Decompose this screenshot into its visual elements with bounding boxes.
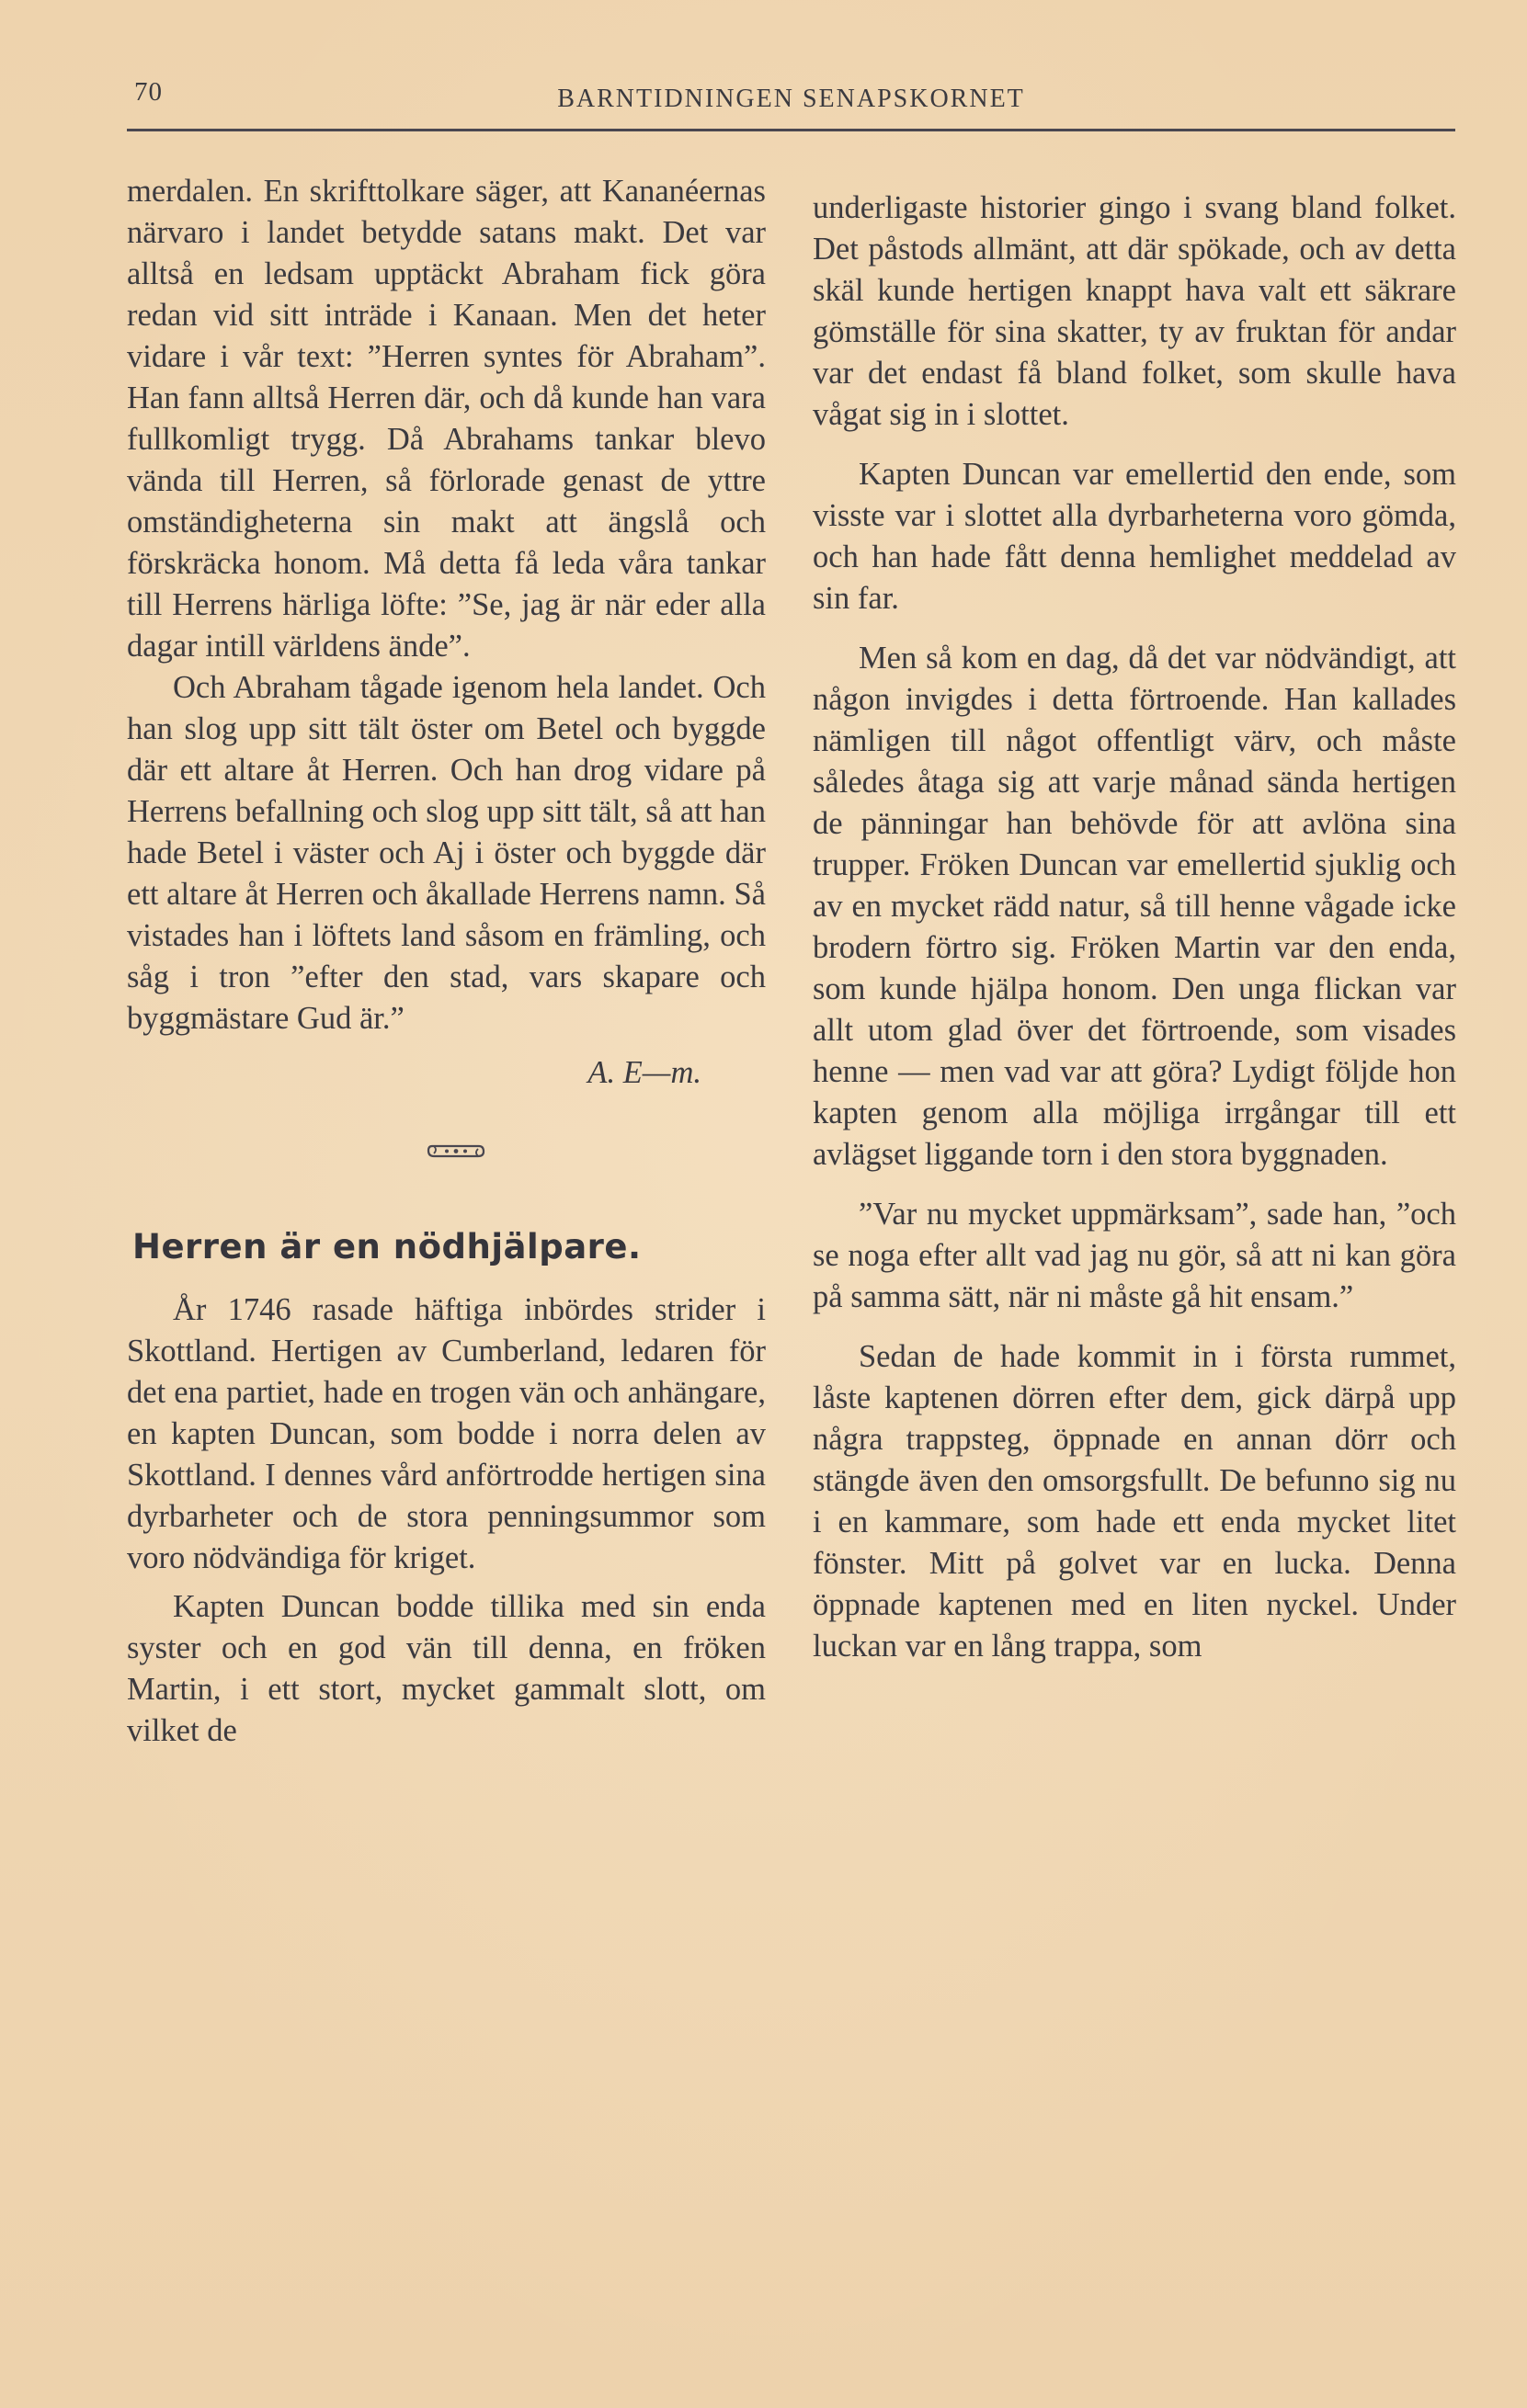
header-divider <box>127 129 1455 131</box>
paragraph: Kapten Duncan var emellertid den ende, som visste var i slottet alla dyrbarheterna voro gömda, och han hade fått denna hemlighet meddelad av sin far. <box>813 457 1456 616</box>
article-nodhjalpare <box>127 1226 766 1752</box>
paragraph: År 1746 rasade häftiga inbördes strider i Skottland. Hertigen av Cumberland, ledaren för det ena partiet, hade en trogen vän och anhängare, en kapten Duncan, som bodde i norra delen av Skottland. I dennes vård anförtrodde hertigen sina dyrbarheter och de stora penningsummor som voro nödvändiga för kriget. <box>127 1292 766 1575</box>
page-header <box>127 72 1455 127</box>
paragraph: Sedan de hade kommit in i första rummet, låste kaptenen dörren efter dem, gick därpå upp några trappsteg, öppnade en annan dörr och stängde även den omsorgsfullt. De befunno sig nu i en kammare, som hade ett enda mycket litet fönster. Mitt på golvet var en lucka. Denna öppnade kaptenen med en liten nyckel. Under luckan var en lång trappa, som <box>813 1339 1456 1664</box>
paragraph: ”Var nu mycket uppmärksam”, sade han, ”och se noga efter allt vad jag nu gör, så att ni kan göra på samma sätt, när ni måste gå hit ensam.” <box>813 1197 1456 1314</box>
article-abraham <box>127 171 766 1094</box>
paragraph: Men så kom en dag, då det var nödvändigt, att någon invigdes i detta förtroende. Han kallades nämligen till något offentligt värv, och måste således åtaga sig att varje månad sända hertigen de pänningar han behövde för att avlöna sina trupper. Fröken Duncan var emellertid sjuklig och av en mycket rädd natur, så till henne vågade icke brodern förtro sig. Fröken Martin var den enda, som kunde hjälpa honom. Den unga flickan var allt utom glad över det förtroende, som visades henne — men vad var att göra? Lydigt följde hon kapten genom alla möjliga irrgångar till ett avlägset liggande torn i den stora byggnaden. <box>813 641 1456 1172</box>
paragraph: Kapten Duncan bodde tillika med sin enda syster och en god vän till denna, en fröken Martin, i ett stort, mycket gammalt slott, om vilket de <box>127 1589 766 1748</box>
paragraph: merdalen. En skrifttolkare säger, att Kananéernas närvaro i landet betydde satans makt. Det var alltså en ledsam upptäckt Abraham fick göra redan vid sitt inträde i Kanaan. Men det heter vidare i vår text: ”Herren syntes för Abraham”. Han fann alltså Herren där, och då kunde han vara fullkomligt trygg. Då Abrahams tankar blevo vända till Herren, så förlorade genast de yttre omständigheterna sin makt att ängslå och förskräcka honom. Må detta få leda våra tankar till Herrens härliga löfte: ”Se, jag är när eder alla dagar intill världens ände”. <box>127 174 766 664</box>
left-column <box>127 171 766 1752</box>
paragraph: underligaste historier gingo i svang bland folket. Det påstods allmänt, att där spökade, och av detta skäl kunde hertigen knappt hava valt ett säkrare gömställe för sina skatter, ty av fruktan för andar var det endast få bland folket, som skulle hava vågat sig in i slottet. <box>813 190 1456 432</box>
author-signature: A. E—m. <box>587 1055 701 1090</box>
scroll-ornament-icon <box>145 1142 766 1162</box>
article-title: Herren är en nödhjälpare. <box>132 1227 642 1266</box>
running-title: BARNTIDNINGEN SENAPSKORNET <box>557 85 1025 113</box>
paragraph: Och Abraham tågade igenom hela landet. Och han slog upp sitt tält öster om Betel och byggde där ett altare åt Herren. Och han drog vidare på Herrens befallning och slog upp sitt tält, så att han hade Betel i väster och Aj i öster och byggde där ett altare åt Herren och åkallade Herrens namn. Så vistades han i löftets land såsom en främling, och såg i tron ”efter den stad, vars skapare och byggmästare Gud är.” <box>127 670 766 1036</box>
right-column <box>813 187 1456 1667</box>
page-number: 70 <box>134 77 163 107</box>
